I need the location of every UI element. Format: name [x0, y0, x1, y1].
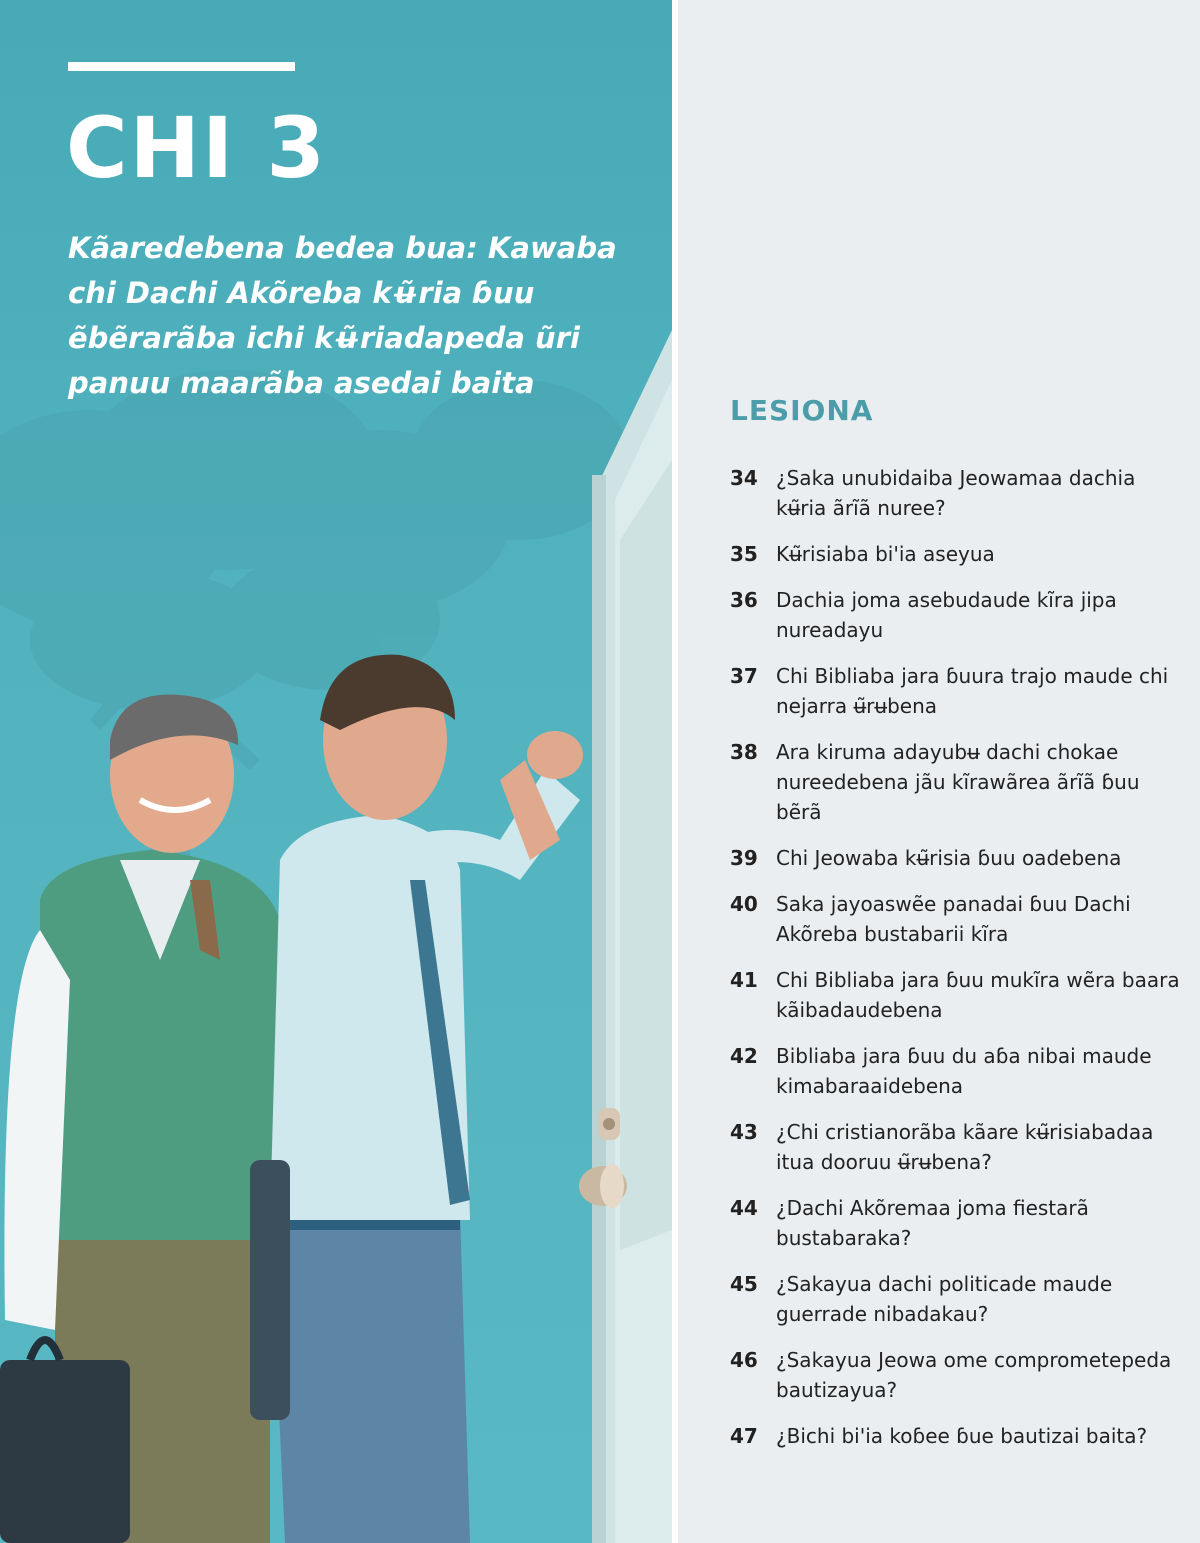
- lesson-item[interactable]: [730, 463, 1190, 523]
- lesson-number: 38: [730, 740, 758, 764]
- lesson-item[interactable]: [730, 1041, 1190, 1101]
- lesson-item[interactable]: [730, 965, 1190, 1025]
- lesson-title: Dachia joma asebudaude kĩra jipa nureadayu: [776, 588, 1117, 642]
- lesson-title: ¿Chi cristianorãba kãare kʉ̃risiabadaa itua dooruu ʉ̃rʉbena?: [776, 1120, 1154, 1174]
- lesson-item[interactable]: [730, 539, 1190, 569]
- lesson-number: 44: [730, 1196, 758, 1220]
- chapter-subtitle: Kãaredebena bedea bua: Kawaba chi Dachi Akõreba kʉ̃ria ɓuu ẽbẽrarãba ichi kʉ̃riadapeda ũri panuu maarãba asedai baita: [68, 231, 617, 400]
- lesson-item[interactable]: [730, 843, 1190, 873]
- lesson-title: Kʉ̃risiaba bi'ia aseyua: [776, 542, 995, 566]
- lesson-title: Chi Jeowaba kʉ̃risia ɓuu oadebena: [776, 846, 1122, 870]
- door: [579, 330, 672, 1543]
- lesson-title: Saka jayoaswẽe panadai ɓuu Dachi Akõreba bustabarii kĩra: [776, 892, 1131, 946]
- older-man-figure: [0, 695, 295, 1543]
- lesson-number: 47: [730, 1424, 758, 1448]
- lesson-number: 41: [730, 968, 758, 992]
- lesson-item[interactable]: [730, 1117, 1190, 1177]
- lessons-list: [730, 463, 1190, 1467]
- lesson-number: 46: [730, 1348, 758, 1372]
- lesson-item[interactable]: [730, 1193, 1190, 1253]
- lesson-item[interactable]: [730, 1421, 1190, 1451]
- lesson-number: 42: [730, 1044, 758, 1068]
- lesson-title: ¿Saka unubidaiba Jeowamaa dachia kʉ̃ria ãrĩã nuree?: [776, 466, 1136, 520]
- lesson-number: 40: [730, 892, 758, 916]
- lesson-item[interactable]: [730, 737, 1190, 827]
- younger-man-figure: [250, 655, 583, 1543]
- lesson-number: 35: [730, 542, 758, 566]
- lessons-heading: LESIONA: [730, 394, 874, 427]
- lesson-title: Chi Bibliaba jara ɓuu mukĩra wẽra baara kãibadaudebena: [776, 968, 1180, 1022]
- lesson-number: 45: [730, 1272, 758, 1296]
- title-rule: [68, 62, 295, 71]
- lesson-title: ¿Bichi bi'ia koɓee ɓue bautizai baita?: [776, 1424, 1148, 1448]
- lesson-number: 39: [730, 846, 758, 870]
- lesson-title: ¿Dachi Akõremaa joma fiestarã bustabaraka?: [776, 1196, 1089, 1250]
- lesson-item[interactable]: [730, 889, 1190, 949]
- lesson-item[interactable]: [730, 585, 1190, 645]
- lesson-title: Ara kiruma adayubʉ dachi chokae nureedebena jãu kĩrawãrea ãrĩã ɓuu bẽrã: [776, 740, 1140, 824]
- lesson-title: ¿Sakayua Jeowa ome comprometepeda bautizayua?: [776, 1348, 1172, 1402]
- lesson-title: ¿Sakayua dachi politicade maude guerrade nibadakau?: [776, 1272, 1113, 1326]
- lesson-number: 34: [730, 466, 758, 490]
- lesson-number: 43: [730, 1120, 758, 1144]
- lesson-number: 37: [730, 664, 758, 688]
- lesson-item[interactable]: [730, 661, 1190, 721]
- chapter-title: CHI 3: [66, 99, 327, 197]
- lesson-title: Chi Bibliaba jara ɓuura trajo maude chi nejarra ʉ̃rʉbena: [776, 664, 1169, 718]
- lesson-item[interactable]: [730, 1269, 1190, 1329]
- lesson-number: 36: [730, 588, 758, 612]
- lesson-title: Bibliaba jara ɓuu du aɓa nibai maude kimabaraaidebena: [776, 1044, 1152, 1098]
- lesson-item[interactable]: [730, 1345, 1190, 1405]
